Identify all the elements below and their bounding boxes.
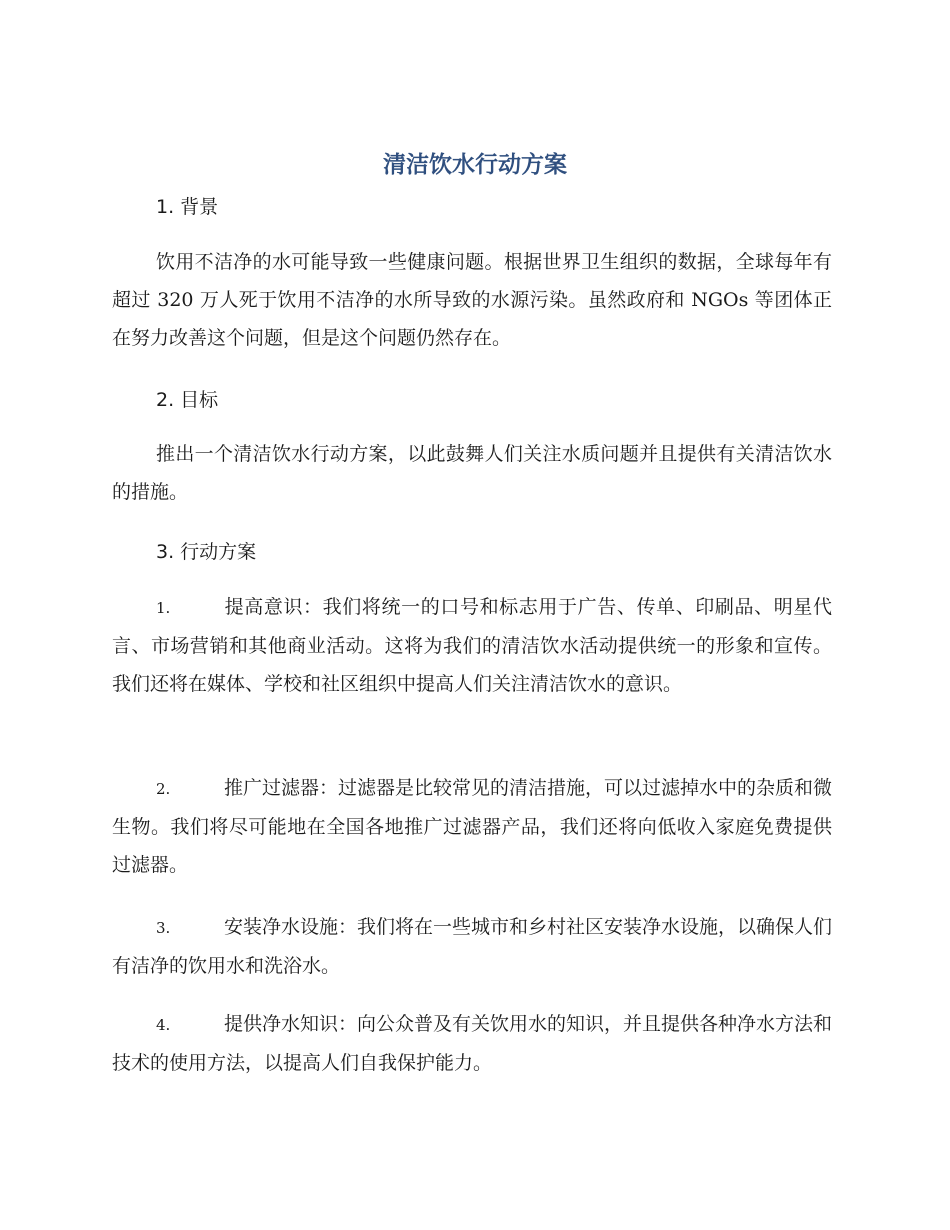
- list-item: [112, 1005, 832, 1082]
- section-heading-goal: 2. 目标: [156, 389, 219, 411]
- list-item-number: 1.: [156, 599, 171, 617]
- list-item-number: 2.: [156, 780, 171, 798]
- section-paragraph-goal: 推出一个清洁饮水行动方案，以此鼓舞人们关注水质问题并且提供有关清洁饮水的措施。: [112, 443, 832, 503]
- list-item: [112, 769, 832, 884]
- section-paragraph-background: 饮用不洁净的水可能导致一些健康问题。根据世界卫生组织的数据，全球每年有超过 320 万人死于饮用不洁净的水所导致的水源污染。虽然政府和 NGOs 等团体正在努力改善这个问题，但是这个问题仍然存在。: [112, 251, 832, 349]
- list-item: [112, 908, 832, 985]
- list-item-number: 4.: [156, 1016, 171, 1034]
- document-title: 清洁饮水行动方案: [383, 152, 567, 178]
- list-item-text: 安装净水设施：我们将在一些城市和乡村社区安装净水设施，以确保人们有洁净的饮用水和洗浴水。: [112, 916, 833, 977]
- list-item-text: 提供净水知识：向公众普及有关饮用水的知识，并且提供各种净水方法和技术的使用方法，以提高人们自我保护能力。: [112, 1013, 833, 1074]
- list-item-number: 3.: [156, 919, 171, 937]
- section-heading-action-plan: 3. 行动方案: [156, 541, 257, 563]
- list-item-text: 提高意识：我们将统一的口号和标志用于广告、传单、印刷品、明星代言、市场营销和其他商业活动。这将为我们的清洁饮水活动提供统一的形象和宣传。我们还将在媒体、学校和社区组织中提高人们关注清洁饮水的意识。: [112, 596, 832, 695]
- list-item: [112, 588, 832, 703]
- section-heading-background: 1. 背景: [156, 196, 219, 218]
- list-item-text: 推广过滤器：过滤器是比较常见的清洁措施，可以过滤掉水中的杂质和微生物。我们将尽可能地在全国各地推广过滤器产品，我们还将向低收入家庭免费提供过滤器。: [112, 777, 833, 876]
